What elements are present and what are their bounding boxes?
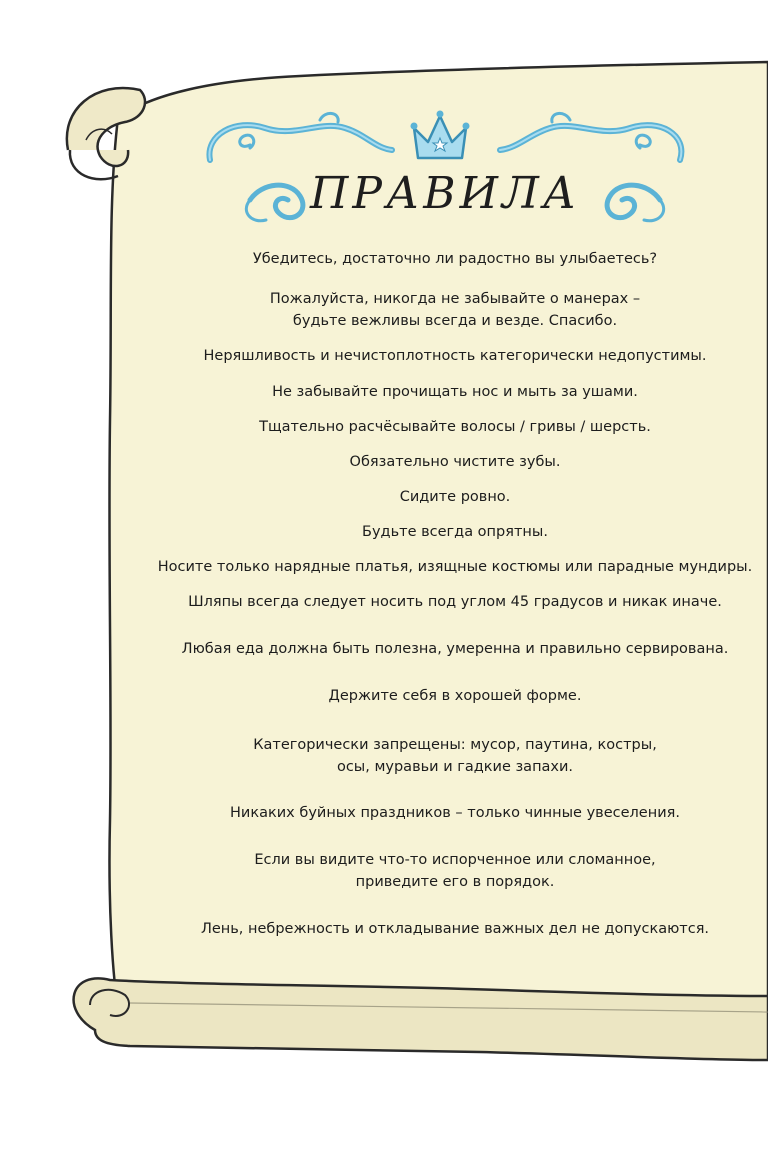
rule-item xyxy=(150,802,760,824)
rule-item xyxy=(150,486,760,508)
rule-line: Любая еда должна быть полезна, умеренна и правильно сервирована. xyxy=(181,641,729,657)
rule-line: Не забывайте прочищать нос и мыть за ушами. xyxy=(272,384,638,400)
rule-line: Никаких буйных праздников – только чинные увеселения. xyxy=(230,805,680,821)
rule-line: Если вы видите что-то испорченное или сломанное, xyxy=(254,852,656,868)
rule-line: Убедитесь, достаточно ли радостно вы улыбаетесь? xyxy=(252,251,658,267)
rule-item xyxy=(150,521,760,543)
rule-line: будьте вежливы всегда и везде. Спасибо. xyxy=(292,313,618,329)
rule-line: Пожалуйста, никогда не забывайте о манерах – xyxy=(269,291,641,307)
rule-item xyxy=(150,591,760,613)
rule-line: Категорически запрещены: мусор, паутина, костры, xyxy=(253,737,657,753)
rule-item xyxy=(150,685,760,707)
rule-item xyxy=(150,451,760,473)
rule-line: приведите его в порядок. xyxy=(355,874,555,890)
rule-line: Тщательно расчёсывайте волосы / гривы / шерсть. xyxy=(259,419,651,435)
rule-line: Обязательно чистите зубы. xyxy=(349,454,561,470)
rule-item xyxy=(150,849,760,893)
rule-line: Лень, небрежность и откладывание важных дел не допускаются. xyxy=(200,921,710,937)
page-title: ПРАВИЛА xyxy=(309,168,581,219)
rule-item xyxy=(150,381,760,403)
rule-item xyxy=(150,734,760,778)
rule-item xyxy=(150,288,760,332)
rule-item xyxy=(150,556,760,578)
rule-item xyxy=(150,918,760,940)
rule-line: Сидите ровно. xyxy=(399,489,511,505)
rule-item xyxy=(150,345,760,367)
rule-line: Будьте всегда опрятны. xyxy=(362,524,548,540)
rule-item xyxy=(150,248,760,270)
rule-line: Неряшливость и нечистоплотность категорически недопустимы. xyxy=(203,348,707,364)
rule-item xyxy=(150,638,760,660)
rule-line: Носите только нарядные платья, изящные костюмы или парадные мундиры. xyxy=(157,559,753,575)
rule-line: осы, муравьи и гадкие запахи. xyxy=(336,759,574,775)
rule-item xyxy=(150,416,760,438)
rule-line: Держите себя в хорошей форме. xyxy=(328,688,582,704)
rule-line: Шляпы всегда следует носить под углом 45 градусов и никак иначе. xyxy=(188,594,722,610)
